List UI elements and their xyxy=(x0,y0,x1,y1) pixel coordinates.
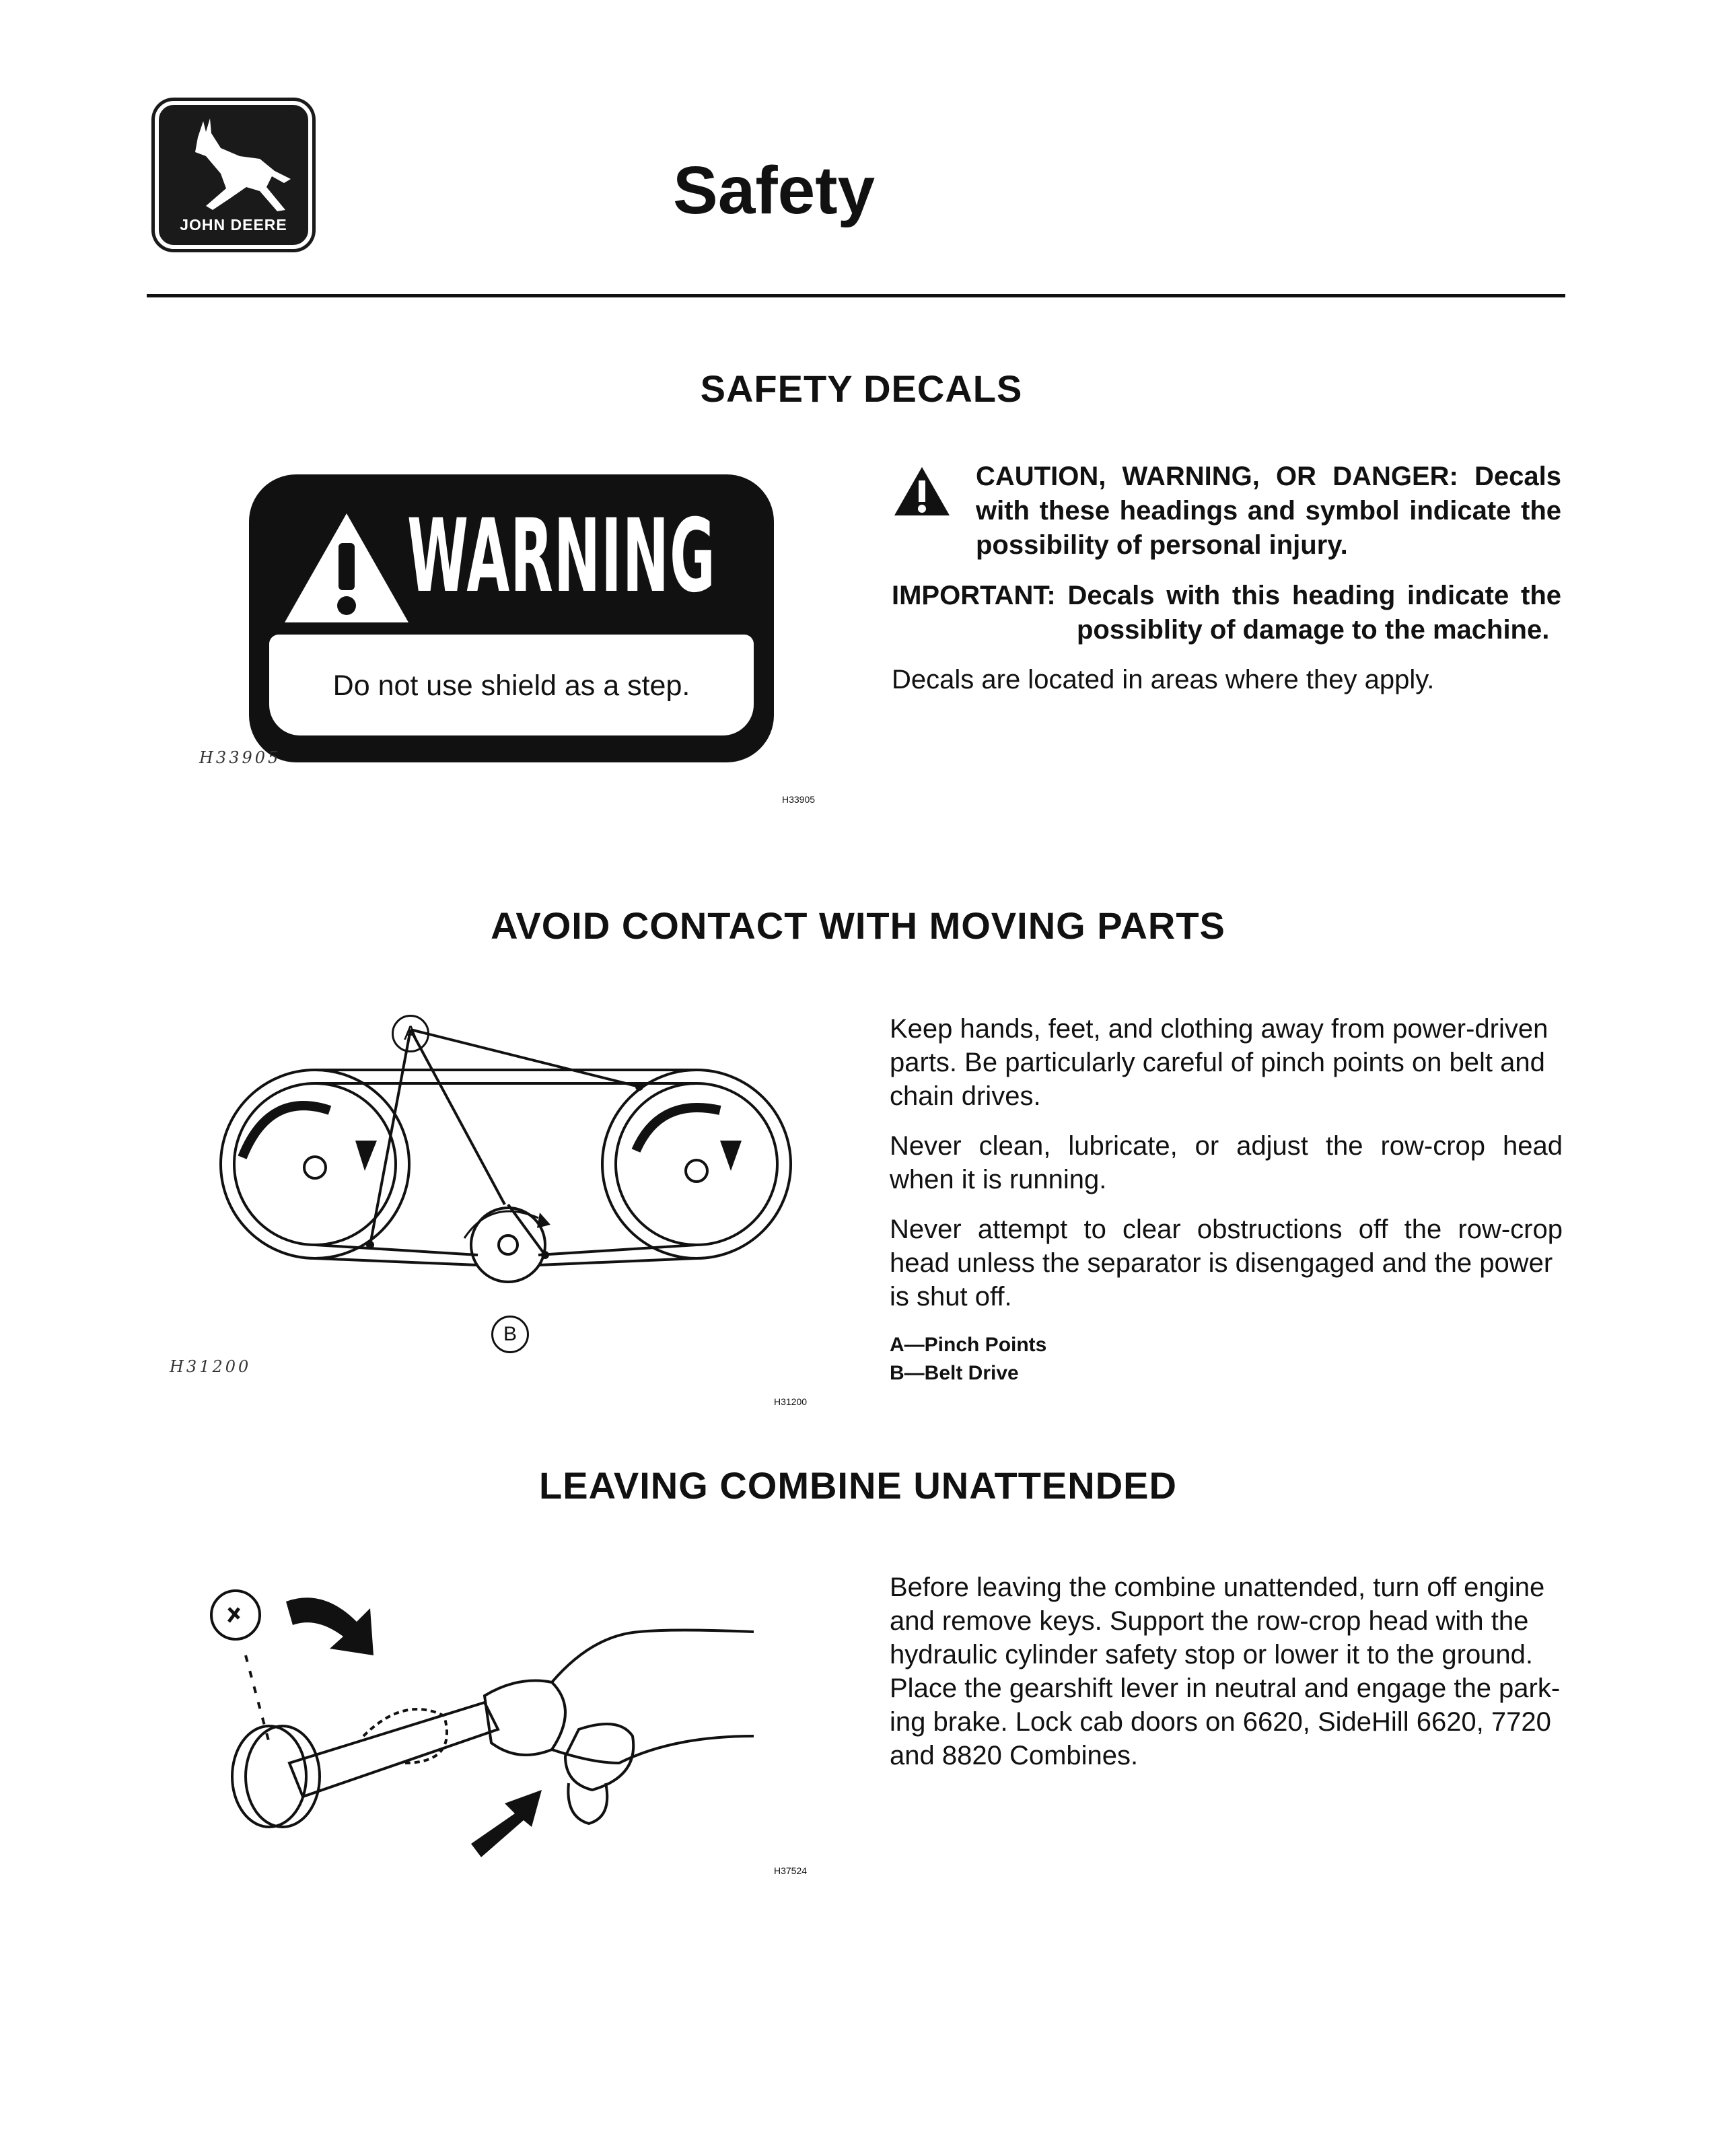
text-line: hydraulic cylinder safety stop or lower it to the ground. xyxy=(890,1640,1534,1669)
callout-b: B xyxy=(491,1316,529,1353)
moving-parts-legend xyxy=(890,1331,1046,1388)
moving-parts-para3 xyxy=(890,1213,1563,1314)
figure-code-italic: H31200 xyxy=(170,1357,252,1376)
legend-item: A—Pinch Points xyxy=(890,1334,1047,1356)
text-line: head unless the separator is disengaged and the power xyxy=(890,1248,1553,1278)
text-line: is shut off. xyxy=(890,1282,1012,1311)
decal-warning-word: WARNING xyxy=(407,498,716,615)
text-line: Before leaving the combine unattended, turn off engine xyxy=(890,1573,1545,1602)
text-line: ing brake. Lock cab doors on 6620, SideHill 6620, 7720 xyxy=(890,1707,1551,1737)
john-deere-logo xyxy=(155,101,312,249)
header-rule xyxy=(147,294,1565,297)
legend-item: B—Belt Drive xyxy=(890,1362,1019,1384)
figure-code: H37524 xyxy=(774,1865,808,1876)
figure-code: H33905 xyxy=(782,794,816,805)
text-line: and 8820 Combines. xyxy=(890,1741,1139,1770)
caution-triangle-icon xyxy=(892,464,952,518)
text-line: Place the gearshift lever in neutral and engage the park- xyxy=(890,1674,1561,1703)
caution-line: possibility of personal injury. xyxy=(976,530,1348,560)
callout-a: A xyxy=(392,1015,429,1052)
text-line: Never attempt to clear obstructions off the row-crop xyxy=(890,1215,1563,1244)
caution-line: with these headings and symbol indicate the xyxy=(976,496,1561,526)
moving-parts-para1 xyxy=(890,1012,1563,1113)
caution-text xyxy=(976,460,1561,563)
text-line: Keep hands, feet, and clothing away from power-driven xyxy=(890,1014,1548,1044)
text-line: chain drives. xyxy=(890,1081,1041,1111)
text-line: parts. Be particularly careful of pinch points on belt and xyxy=(890,1048,1545,1077)
unattended-para xyxy=(890,1571,1563,1772)
decal-message: Do not use shield as a step. xyxy=(332,670,690,702)
section-heading-decals: SAFETY DECALS xyxy=(700,367,1023,410)
belt-drive-diagram xyxy=(195,996,801,1373)
page-title: Safety xyxy=(673,153,876,228)
deer-icon xyxy=(159,109,308,217)
moving-parts-para2 xyxy=(890,1129,1563,1196)
text-line: when it is running. xyxy=(890,1165,1107,1194)
warning-decal xyxy=(249,474,774,762)
important-line: IMPORTANT: Decals with this heading indicate the xyxy=(892,581,1561,610)
important-text xyxy=(892,579,1561,647)
decal-message-panel xyxy=(269,635,754,735)
figure-code: H31200 xyxy=(774,1396,808,1407)
section-heading-moving-parts: AVOID CONTACT WITH MOVING PARTS xyxy=(491,904,1225,947)
text-line: Never clean, lubricate, or adjust the row-crop head xyxy=(890,1131,1563,1161)
text-line: and remove keys. Support the row-crop head with the xyxy=(890,1606,1529,1636)
caution-line: CAUTION, WARNING, OR DANGER: Decals xyxy=(976,462,1561,491)
section-heading-unattended: LEAVING COMBINE UNATTENDED xyxy=(539,1464,1177,1507)
decals-location-text: Decals are located in areas where they apply. xyxy=(892,665,1435,694)
important-line: possiblity of damage to the machine. xyxy=(1077,615,1550,645)
figure-code-italic: H33905 xyxy=(199,748,281,767)
key-ignition-illustration xyxy=(202,1561,794,1884)
logo-text: JOHN DEERE xyxy=(180,216,287,233)
warning-triangle-icon xyxy=(279,508,414,629)
